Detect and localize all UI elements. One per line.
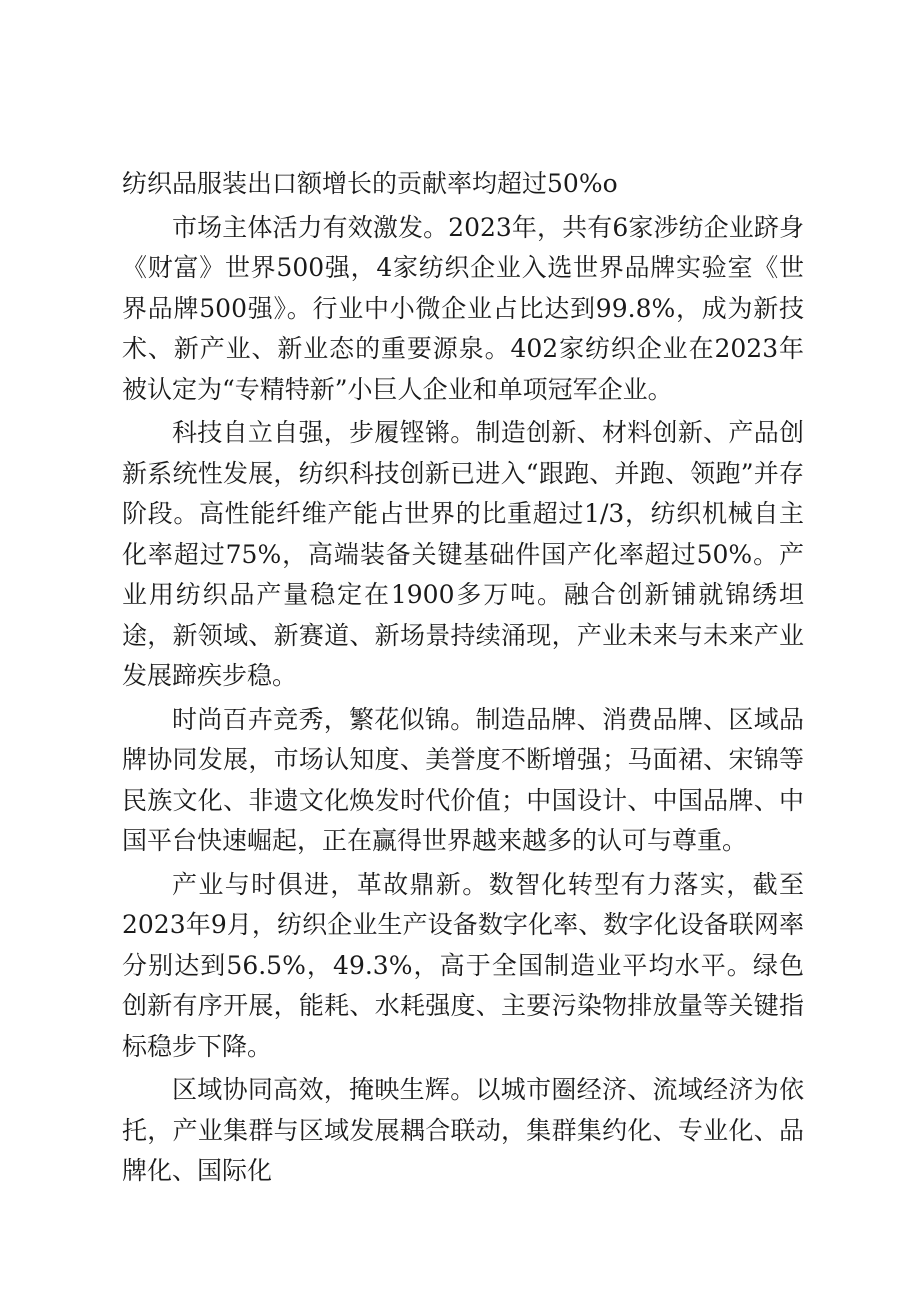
paragraph-tech-innovation: 科技自立自强，步履铿锵。制造创新、材料创新、产品创新系统性发展，纺织科技创新已进入“跟跑、并跑、领跑”并存阶段。高性能纤维产能占世界的比重超过1/3，纺织机械自主化率超过75%，高端装备关键基础件国产化率超过50%。产业用纺织品产量稳定在1900多万吨。融合创新铺就锦绣坦途，新领域、新赛道、新场景持续涌现，产业未来与未来产业发展蹄疾步稳。: [122, 418, 804, 690]
paragraph-market-vitality: 市场主体活力有效激发。2023年，共有6家涉纺企业跻身《财富》世界500强，4家纺织企业入选世界品牌实验室《世界品牌500强》。行业中小微企业占比达到99.8%，成为新技术、新产业、新业态的重要源泉。402家纺织企业在2023年被认定为“专精特新”小巨人企业和单项冠军企业。: [122, 212, 804, 404]
paragraph-digital-green: 产业与时俱进，革故鼎新。数智化转型有力落实，截至2023年9月，纺织企业生产设备数字化率、数字化设备联网率分别达到56.5%，49.3%，高于全国制造业平均水平。绿色创新有序开展，能耗、水耗强度、主要污染物排放量等关键指标稳步下降。: [122, 869, 804, 1061]
body-text: [122, 164, 804, 1195]
paragraph-export-contribution: 纺织品服装出口额增长的贡献率均超过50%o: [122, 169, 618, 198]
paragraph-fashion-brands: 时尚百卉竞秀，繁花似锦。制造品牌、消费品牌、区域品牌协同发展，市场认知度、美誉度不断增强；马面裙、宋锦等民族文化、非遗文化焕发时代价值；中国设计、中国品牌、中国平台快速崛起，正在赢得世界越来越多的认可与尊重。: [122, 704, 804, 855]
paragraph-regional-coordination: 区域协同高效，掩映生辉。以城市圈经济、流域经济为依托，产业集群与区域发展耦合联动，集群集约化、专业化、品牌化、国际化: [122, 1075, 804, 1185]
